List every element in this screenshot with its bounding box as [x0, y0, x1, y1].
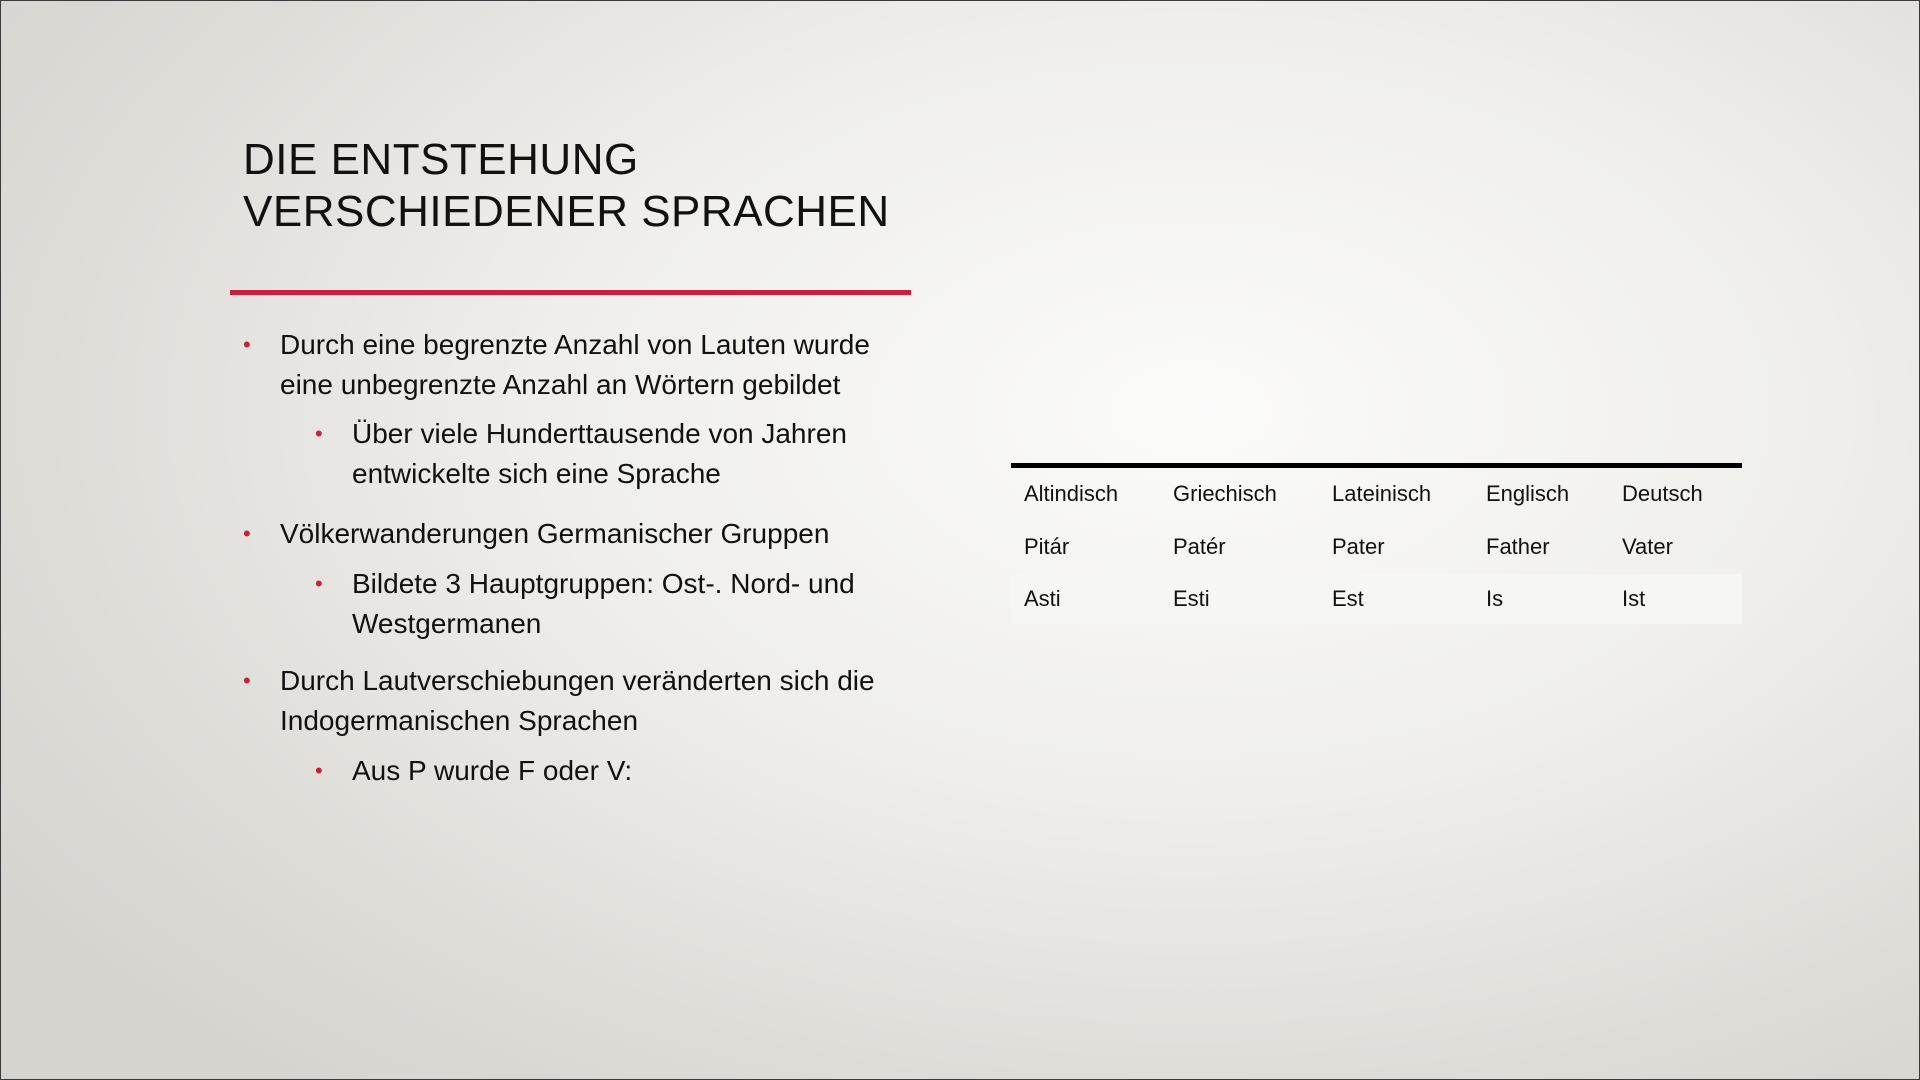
column-header: Englisch: [1486, 481, 1570, 506]
table-header-row: [1011, 468, 1742, 520]
bullet-dot-icon: •: [243, 332, 251, 357]
bullet-text-line: Westgermanen: [352, 608, 542, 639]
title-line-2: VERSCHIEDENER SPRACHEN: [243, 187, 890, 236]
column-header: Lateinisch: [1332, 481, 1432, 506]
bullet-dot-icon: •: [243, 668, 251, 693]
bullet-item: [243, 661, 875, 741]
table-row: [1011, 574, 1742, 624]
table-cell: Pater: [1332, 534, 1385, 559]
bullet-item: [243, 325, 870, 405]
bullet-dot-icon: •: [315, 758, 323, 783]
bullet-text-line: Bildete 3 Hauptgruppen: Ost-. Nord- und: [352, 568, 855, 599]
sub-bullet-item: [315, 564, 855, 644]
language-comparison-table: [1011, 463, 1742, 624]
column-header: Deutsch: [1622, 481, 1703, 506]
bullet-text-line: Völkerwanderungen Germanischer Gruppen: [280, 518, 830, 549]
table-cell: Patér: [1173, 534, 1226, 559]
bullet-dot-icon: •: [315, 421, 323, 446]
column-header: Altindisch: [1024, 481, 1119, 506]
table-cell: Father: [1486, 534, 1550, 559]
bullet-item: [243, 514, 830, 554]
bullet-text-line: Über viele Hunderttausende von Jahren: [352, 418, 847, 449]
sub-bullet-item: [315, 751, 633, 791]
bullet-text-line: eine unbegrenzte Anzahl an Wörtern gebildet: [280, 369, 841, 400]
table-row: [1011, 520, 1742, 574]
table-cell: Vater: [1622, 534, 1673, 559]
column-header: Griechisch: [1173, 481, 1277, 506]
table-cell: Pitár: [1024, 534, 1070, 559]
title-line-1: DIE ENTSTEHUNG: [243, 135, 639, 184]
sub-bullet-item: [315, 414, 847, 494]
table-cell: Asti: [1024, 586, 1061, 611]
bullet-text-line: Durch eine begrenzte Anzahl von Lauten wurde: [280, 329, 870, 360]
table-cell: Esti: [1173, 586, 1210, 611]
table-cell: Ist: [1622, 586, 1646, 611]
table-cell: Is: [1486, 586, 1504, 611]
bullet-text-line: Aus P wurde F oder V:: [352, 755, 633, 786]
bullet-text-line: entwickelte sich eine Sprache: [352, 458, 721, 489]
bullet-text-line: Indogermanischen Sprachen: [280, 705, 639, 736]
bullet-dot-icon: •: [243, 521, 251, 546]
bullet-text-line: Durch Lautverschiebungen veränderten sich die: [280, 665, 875, 696]
table-cell: Est: [1332, 586, 1364, 611]
bullet-dot-icon: •: [315, 571, 323, 596]
